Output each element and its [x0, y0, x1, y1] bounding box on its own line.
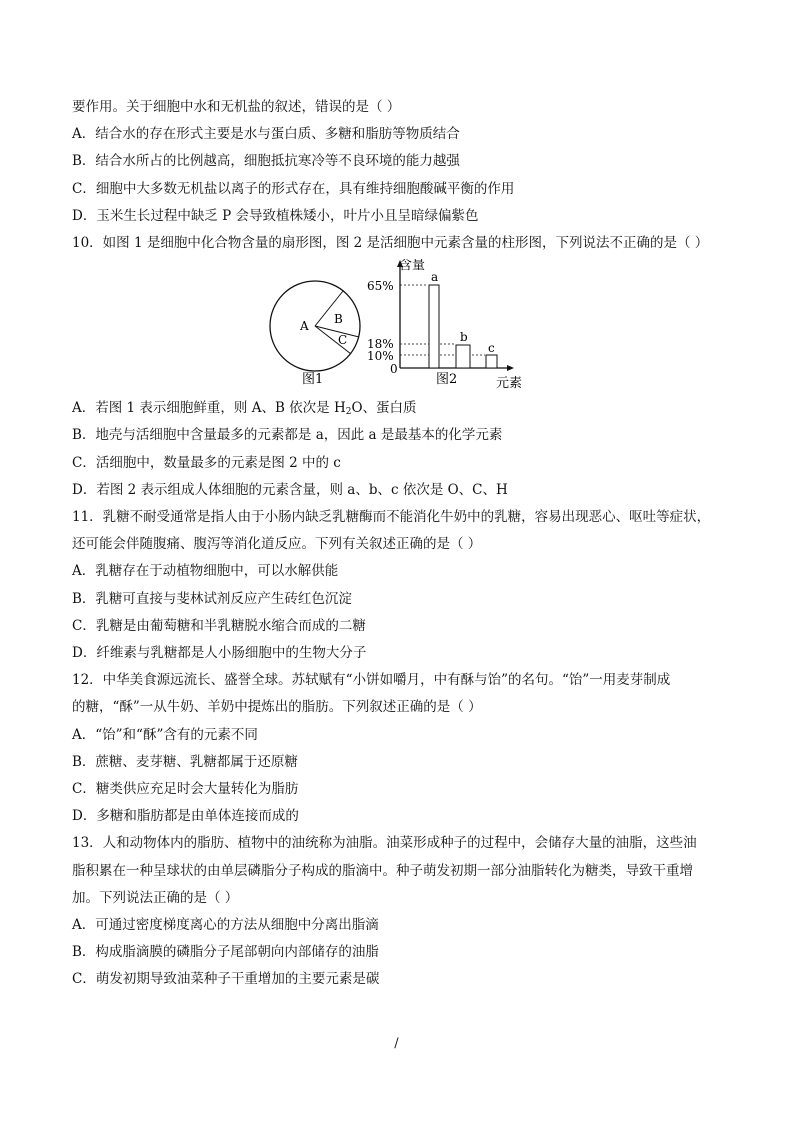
x-axis-arrow [507, 365, 514, 371]
fig2-bar-chart [367, 259, 522, 391]
y-tick-10: 10% [367, 349, 394, 364]
pie-label-c: C [338, 333, 348, 348]
q12-option-c: C．糖类供应充足时会大量转化为脂肪 [72, 781, 299, 798]
q11-stem-line1: 11．乳糖不耐受通常是指人由于小肠内缺乏乳糖酶而不能消化牛奶中的乳糖，容易出现恶心、呕吐等症状， [72, 509, 711, 526]
q9-stem-continued: 要作用。关于细胞中水和无机盐的叙述，错误的是（ ） [72, 99, 401, 115]
q10-option-a-post: O、蛋白质 [351, 400, 417, 417]
q11-option-a: A．乳糖存在于动植物细胞中，可以水解供能 [72, 563, 339, 580]
bar-label-a: a [431, 270, 439, 285]
x-axis-label: 元素 [496, 376, 523, 392]
q11-option-d: D．纤维素与乳糖都是人小肠细胞中的生物大分子 [72, 645, 367, 662]
bar-a [429, 285, 439, 368]
q10-stem: 10．如图 1 是细胞中化合物含量的扇形图，图 2 是活细胞中元素含量的柱形图，下列说法不正确的是（ ） [72, 235, 709, 252]
q13-option-b: B．构成脂滴膜的磷脂分子尾部朝向内部储存的油脂 [72, 944, 379, 961]
page-content [72, 94, 742, 994]
q9-option-a: A．结合水的存在形式主要是水与蛋白质、多糖和脂肪等物质结合 [72, 126, 460, 143]
q11-option-b: B．乳糖可直接与斐林试剂反应产生砖红色沉淀 [72, 590, 352, 607]
pie-label-b: B [334, 312, 343, 327]
q10-figure-svg [72, 259, 742, 391]
q9-option-b: B．结合水所占的比例越高，细胞抵抗寒冷等不良环境的能力越强 [72, 153, 460, 170]
q13-stem-line2: 脂积累在一种呈球状的由单层磷脂分子构成的脂滴中。种子萌发初期一部分油脂转化为糖类，导致干重增 [72, 862, 693, 879]
page-footer-mark: / [394, 1036, 399, 1051]
bar-label-b: b [460, 330, 468, 345]
q9-option-d: D．玉米生长过程中缺乏 P 会导致植株矮小，叶片小且呈暗绿偏紫色 [72, 207, 479, 224]
q11-stem-line2: 还可能会伴随腹痛、腹泻等消化道反应。下列有关叙述正确的是（ ） [72, 536, 482, 553]
bar-label-c: c [488, 341, 495, 356]
q12-stem-line1: 12．中华美食源远流长、盛誉全球。苏轼赋有“小饼如嚼月，中有酥与饴”的名句。“饴”一用麦芽制成 [72, 672, 671, 689]
y-tick-18: 18% [367, 337, 394, 352]
q10-option-a-sub: 2 [345, 407, 352, 418]
y-axis-label: 含量 [399, 259, 426, 274]
q12-option-d: D．多糖和脂肪都是由单体连接而成的 [72, 808, 299, 825]
y-tick-0: 0 [390, 362, 398, 377]
q13-option-a: A．可通过密度梯度离心的方法从细胞中分离出脂滴 [72, 917, 379, 934]
q12-option-a: A．“饴”和“酥”含有的元素不同 [72, 726, 258, 743]
fig1-pie-chart [270, 281, 360, 387]
fig1-caption: 图1 [302, 372, 324, 388]
y-tick-65: 65% [367, 279, 394, 294]
bar-c [486, 355, 497, 368]
q13-stem-line1: 13．人和动物体内的脂肪、植物中的油统称为油脂。油菜形成种子的过程中，会储存大量的油脂，这些油 [72, 835, 697, 852]
q10-option-c: C．活细胞中，数量最多的元素是图 2 中的 c [72, 454, 341, 471]
fig2-caption: 图2 [436, 372, 458, 388]
q10-figure [72, 259, 742, 391]
q9-option-c: C．细胞中大多数无机盐以离子的形式存在，具有维持细胞酸碱平衡的作用 [72, 180, 515, 197]
q13-option-c: C．萌发初期导致油菜种子干重增加的主要元素是碳 [72, 971, 380, 988]
q10-option-b: B．地壳与活细胞中含量最多的元素都是 a，因此 a 是最基本的化学元素 [72, 427, 503, 444]
pie-label-a: A [300, 319, 309, 334]
q10-option-a-pre: A．若图 1 表示细胞鲜重，则 A、B 依次是 H [72, 400, 346, 417]
bar-b [456, 345, 470, 368]
q10-option-a [72, 395, 742, 422]
q13-stem-line3: 加。下列说法正确的是（ ） [72, 889, 239, 906]
q10-option-d: D．若图 2 表示组成人体细胞的元素含量，则 a、b、c 依次是 O、C、H [72, 481, 508, 498]
q12-stem-line2: 的糖，“酥”一从牛奶、羊奶中提炼出的脂肪。下列叙述正确的是（ ） [72, 699, 482, 716]
q11-option-c: C．乳糖是由葡萄糖和半乳糖脱水缩合而成的二糖 [72, 617, 366, 634]
q12-option-b: B．蔗糖、麦芽糖、乳糖都属于还原糖 [72, 753, 298, 770]
